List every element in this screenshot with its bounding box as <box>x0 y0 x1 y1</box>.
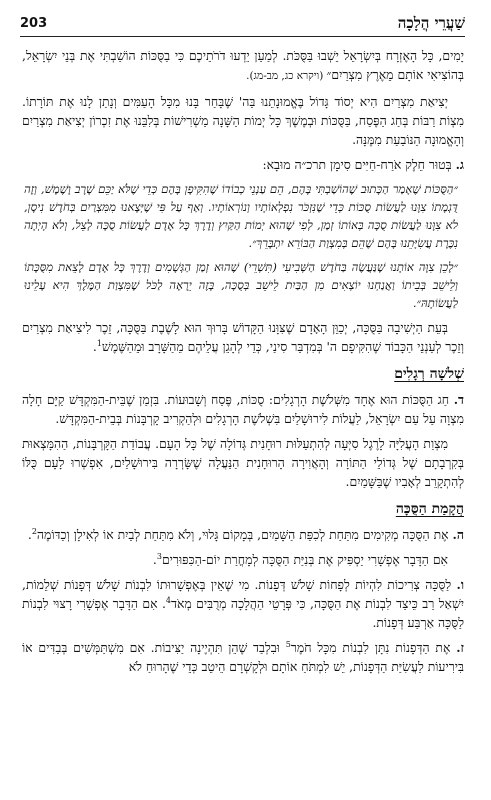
paragraph-d <box>22 390 464 428</box>
paragraph-z <box>22 638 464 676</box>
paragraph-text: אֶת הַדְּפָנוֹת נִתָּן לִבְנוֹת מִכָּל חֹמֶר <box>290 640 451 655</box>
paragraph-tail: וּבִלְבַד שֶׁהֵן תִּהְיֶינָה יַצִּיבוֹת. אִם מִשְׁתַּמְּשִׁים בְּבַדִּים אוֹ בִּירִיעוֹת לַעֲשִׂיַּת הַדְּפָנוֹת, יֵשׁ לִמְתֹּחַ אוֹתָם וּלְקָשְׁרָם הֵיטֵב כְּדֵי שֶׁהָרוּחַ לֹא <box>22 640 464 674</box>
page-header <box>20 14 465 37</box>
paragraph-tail: . <box>92 339 97 354</box>
paragraph-h <box>22 525 464 544</box>
quote-text: ״לָכֵן צִוָּה אוֹתָנוּ שֶׁנַּעֲשֶׂה בַּחֹדֶשׁ הַשְּׁבִיעִי (תִּשְׁרֵי) שֶׁהוּא זְמַן הַגְּשָׁמִים וְדֶרֶךְ כָּל אָדָם לָצֵאת מִסֻּכָּתוֹ וְלֵישֵׁב בְּבֵיתוֹ וַאֲנַחְנוּ יוֹצְאִים מִן הַבַּיִת לֵישֵׁב בְּסֻכָּה, בָּזֶה יֵרָאֶה לַכֹּל שֶׁמִּצְוַת הַמֶּלֶךְ הִיא עָלֵינוּ לַעֲשׂוֹתָהּ״. <box>24 260 458 310</box>
footnote-marker[interactable]: 1 <box>96 338 102 348</box>
page-body <box>22 46 464 682</box>
paragraph-text: חַג הַסֻּכּוֹת הוּא אֶחָד מִשְּׁלֹשֶׁת הָרְגָלִים: סֻכּוֹת, פֶּסַח וְשָׁבוּעוֹת. בִּזְמַן שֶׁבֵּית-הַמִּקְדָּשׁ קַיָּם חָלָה מִצְוָה עַל עַם יִשְׂרָאֵל, לַעֲלוֹת לִירוּשָׁלַיִם בִּשְׁלֹשֶׁת הָרְגָלִים וּלְהַקְרִיב קָרְבָּנוֹת בְּבֵית-הַמִּקְדָּשׁ. <box>22 392 464 426</box>
paragraph-tail: . <box>152 552 157 567</box>
section-heading-building-sukkah: הֲקָמַת הַסֻּכָּה <box>395 501 464 517</box>
running-title: שַׁעֲרֵי הֲלָכָה <box>397 14 465 32</box>
quote-text: ״הַסֻּכּוֹת שֶׁאָמַר הַכָּתוּב שֶׁהוֹשַׁבְתִּי בָּהֶם, הֵם עַנְנֵי כְבוֹדוֹ שֶׁהִקִּיפָן בָּהֶם כְּדֵי שֶׁלֹּא יַכֵּם שָׁרָב וָשֶׁמֶשׁ, וְזֶה דֻּגְמָתוֹ צִוָּנוּ לַעֲשׂוֹת סֻכּוֹת כְּדֵי שֶׁנִּזְכֹּר נִפְלְאוֹתָיו וְנוֹרְאוֹתָיו. וְאַף עַל פִּי שֶׁיְּצָאנוּ מִמִּצְרַיִם בְּחֹדֶשׁ נִיסָן, לֹא צִוָּנוּ לַעֲשׂוֹת סֻכָּה בְּאוֹתוֹ זְמַן, לְפִי שֶׁהוּא יְמוֹת הַקַּיִץ וְדֶרֶךְ כָּל אָדָם לַעֲשׂוֹת סֻכָּה לְצֵל, וְלֹא הָיְתָה נִכֶּרֶת עֲשִׂיָּתֵנוּ בָּהֶם שֶׁהֵם בְּמִצְוַת הַבּוֹרֵא יִתְבָּרֵךְ״. <box>24 182 458 250</box>
section-letter: ג. <box>455 157 464 172</box>
paragraph-pilgrimage <box>22 434 464 491</box>
paragraph-verse <box>22 46 464 86</box>
paragraph-intention <box>22 318 464 356</box>
paragraph-g <box>22 155 464 174</box>
paragraph-text: לַסֻּכָּה צְרִיכוֹת לִהְיוֹת לְפָחוֹת שָׁלֹשׁ דְּפָנוֹת. מִי שֶׁאֵין בְּאֶפְשָׁרוּתוֹ לִבְנוֹת שָׁלֹשׁ דְּפָנוֹת שְׁלֵמוֹת, יִשְׁאַל רַב כֵּיצַד לִבְנוֹת אֶת הַסֻּכָּה, כִּי פְּרָטֵי הַהֲלָכָה מְרֻבִּים מְאֹד <box>22 577 464 611</box>
section-letter: ה. <box>452 527 464 542</box>
page-number: 203 <box>20 16 48 31</box>
section-letter: ז. <box>456 640 464 655</box>
source-citation: (ויקרא כג, מב-מג). <box>246 70 327 82</box>
paragraph-exodus <box>22 92 464 149</box>
section-letter: ד. <box>453 392 464 407</box>
quote-tur-2 <box>24 258 458 312</box>
paragraph-tail: . <box>27 527 32 542</box>
section-heading-three-festivals: שְׁלשָׁה רְגָלִים <box>394 366 464 382</box>
paragraph-text: אֶת הַסֻּכָּה מְקִימִים מִתַּחַת לְכִפַּת הַשָּׁמַיִם, בְּמָקוֹם גָּלוּי, וְלֹא מִתַּחַת לְבַיִת אוֹ לְאִילָן וְכַדּוֹמֶה <box>36 527 449 542</box>
section-letter: ו. <box>456 577 464 592</box>
paragraph-tail: . אִם הַדָּבָר אֶפְשָׁרִי רָצוּי לִבְנוֹת לַסֻּכָּה אַרְבַּע דְּפָנוֹת. <box>22 596 464 630</box>
footnote-marker[interactable]: 5 <box>285 639 291 649</box>
paragraph-v <box>22 575 464 632</box>
footnote-marker[interactable]: 3 <box>156 551 162 561</box>
footnote-marker[interactable]: 4 <box>165 595 171 605</box>
paragraph-text: מִצְוַת הָעֲלִיָּה לָרֶגֶל סִיְּעָה לְהִתְעַלּוּת רוּחָנִית גְּדוֹלָה שֶׁל כָּל הָעָם. עֲבוֹדַת הַקָּרְבָּנוֹת, הַהִמָּצְאוּת בְּקִרְבָתָם שֶׁל גְּדוֹלֵי הַתּוֹרָה וְהָאֲוִירָה הָרוּחָנִית הַנַּעֲלָה שֶׁשָּׂרְרָה בִּירוּשָׁלַיִם, אִפְשְׁרוּ לָעָם כֻּלּוֹ לְהִתְקָרֵב לְאָבִיו שֶׁבַּשָּׁמַיִם. <box>22 436 464 489</box>
paragraph-text: יָמִים, כָּל הָאֶזְרָח בְּיִשְׂרָאֵל יֵשְׁבוּ בַּסֻּכֹּת. לְמַעַן יֵדְעוּ דֹרֹתֵיכֶם כִּי בַסֻּכּוֹת הוֹשַׁבְתִּי אֶת בְּנֵי יִשְׂרָאֵל, בְּהוֹצִיאִי אוֹתָם מֵאֶרֶץ מִצְרַיִם״ <box>22 48 464 82</box>
paragraph-text: בְּעֵת הַיְשִׁיבָה בַּסֻּכָּה, יְכַוֵּן הָאָדָם שֶׁצִּוָּנוּ הַקָּדוֹשׁ בָּרוּךְ הוּא לָשֶׁבֶת בַּסֻּכָּה, זֵכֶר לִיצִיאַת מִצְרַיִם וְזֵכֶר לְעַנְנֵי הַכָּבוֹד שֶׁהִקִּיפָם ה' בְּמִדְבַּר סִינַי, כְּדֵי לְהָגֵן עֲלֵיהֶם מֵהַשָּׁרָב וּמֵהַשֶּׁמֶשׁ <box>22 320 464 354</box>
quote-tur-1 <box>24 180 458 252</box>
paragraph-text: בְּטוּר חֵלֶק אֹרַח-חַיִּים סִימָן תרכ״ה מוּבָא: <box>262 157 452 172</box>
paragraph-text: אִם הַדָּבָר אֶפְשָׁרִי יַסְפִּיק אֶת בְּנִיַּת הַסֻּכָּה לְמָחֳרַת יוֹם-הַכִּפּוּרִים <box>161 552 448 567</box>
paragraph-text: יְצִיאַת מִצְרַיִם הִיא יְסוֹד גָּדוֹל בֶּאֱמוּנָתֵנוּ בַּה' שֶׁבָּחַר בָּנוּ מִכָּל הָעַמִּים וְנָתַן לָנוּ אֶת תּוֹרָתוֹ. מִצְוֹת רַבּוֹת בְּחַג הַפֶּסַח, בַּסֻּכּוֹת וּבְמֶשֶׁךְ כָּל יְמוֹת הַשָּׁנָה מַשְׁרִישׁוֹת בְּלִבֵּנוּ אֶת זִכְרוֹן יְצִיאַת מִצְרַיִם וְהָאֱמוּנָה הַנּוֹבַעַת מִמֶּנָּה. <box>22 94 464 147</box>
footnote-marker[interactable]: 2 <box>31 526 37 536</box>
paragraph-timing <box>22 550 464 569</box>
